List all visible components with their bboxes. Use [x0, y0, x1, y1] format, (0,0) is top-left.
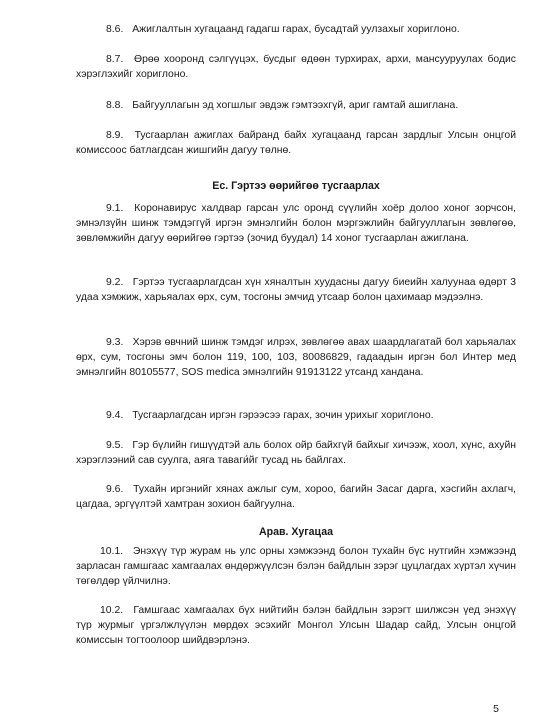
clause-8-9: [76, 128, 516, 158]
section-9-heading: Ес. Гэртээ өөрийгөө тусгаарлах: [212, 180, 380, 192]
clause-8-8: [76, 98, 516, 113]
clause-10-2: [76, 603, 516, 648]
clause-number: 8.6.: [106, 24, 124, 35]
section-10-heading: Арав. Хугацаа: [259, 526, 333, 538]
clause-text: Энэхүү түр журам нь улс орны хэмжээнд болон тухайн бүс нутгийн хэмжээнд зарласан гамшгаас хамгаалах өндөржүүлсэн бэлэн байдлын зэрэг цуцлагдах хүртэл хүчин төгөлдөр үйлчилнэ.: [76, 546, 516, 587]
clause-text: Коронавирус халдвар гарсан улс оронд сүүлийн хоёр долоо хоног зорчсон, эмнэлзүйн шинж тэмдэггүй иргэн эмнэлгийн болон мэргэжлийн байгууллагын зөвлөгөө, зөвлөмжийн дагуу өөрийгөө гэртээ (зочид буудал) 14 хоног тусгаарлан ажиглана.: [76, 203, 516, 244]
clause-9-2: [76, 275, 516, 305]
clause-text: Гамшгаас хамгаалах бүх нийтийн бэлэн байдлын зэрэгт шилжсэн үед энэхүү түр журмыг үргэлжлүүлэн мөрдөх эсэхийг Монгол Улсын Шадар сайд, Улсын онцгой комиссын тогтоолоор шийдвэрлэнэ.: [76, 605, 516, 646]
clause-number: 9.5.: [106, 440, 124, 451]
clause-number: 10.2.: [100, 605, 124, 616]
clause-number: 9.3.: [106, 337, 124, 348]
clause-number: 9.2.: [106, 277, 124, 288]
clause-text: Хэрэв өвчний шинж тэмдэг илрэх, зөвлөгөө авах шаардлагатай бол харьяалах өрх, сум, тосгоны эмч болон 119, 100, 103, 80086829, гадаадын иргэн бол Интер мед эмнэлгийн 80105577, SOS medica эмнэлгийн 91913122 утсанд хандана.: [76, 337, 516, 378]
clause-number: 9.6.: [106, 484, 124, 495]
clause-number: 8.7.: [106, 54, 124, 65]
clause-number: 9.4.: [106, 410, 124, 421]
clause-text: Гэр бүлийн гишүүдтэй аль болох ойр байхгүй байхыг хичээж, хоол, хүнс, ахуйн хэрэглээний сав суулга, аяга таваги́йг тусад нь байлгах.: [76, 440, 516, 466]
clause-10-1: [76, 544, 516, 589]
clause-number: 8.8.: [106, 100, 124, 111]
clause-9-3: [76, 335, 516, 380]
clause-9-4: [76, 408, 516, 423]
clause-8-7: [76, 52, 516, 82]
clause-text: Гэртээ тусгаарлагдсан хүн хяналтын хуудасны дагуу биеийн халуунаа өдөрт 3 удаа хэмжиж, харьяалах өрх, сум, тосгоны эмчид утсаар болон цахимаар мэдээлнэ.: [76, 277, 517, 303]
clause-text: Тусгаарлагдсан иргэн гэрээсээ гарах, зочин урихыг хориглоно.: [132, 410, 434, 421]
clause-text: Өрөө хооронд сэлгүүцэх, бусдыг өдөөн турхирах, архи, мансууруулах бодис хэрэглэхийг хориглоно.: [76, 54, 517, 80]
clause-9-5: [76, 438, 516, 468]
clause-number: 9.1.: [106, 203, 124, 214]
clause-8-6: [76, 22, 516, 37]
clause-text: Тухайн иргэнийг хянах ажлыг сум, хороо, багийн Засаг дарга, хэсгийн ахлагч, цагдаа, эргүүлтэй хамтран зохион байгуулна.: [76, 484, 516, 510]
clause-number: 10.1.: [100, 546, 124, 557]
clause-9-6: [76, 482, 516, 512]
clause-text: Ажиглалтын хугацаанд гадагш гарах, бусадтай уулзахыг хориглоно.: [132, 24, 460, 35]
clause-number: 8.9.: [106, 130, 124, 141]
clause-text: Тусгаарлан ажиглах байранд байх хугацаанд гарсан зардлыг Улсын онцгой комиссоос батлагдсан жишгийн дагуу төлнө.: [76, 130, 516, 156]
page-number: 5: [493, 703, 499, 715]
clause-text: Байгууллагын эд хогшлыг эвдэж гэмтээхгүй, ариг гамтай ашиглана.: [132, 100, 459, 111]
clause-9-1: [76, 201, 516, 246]
